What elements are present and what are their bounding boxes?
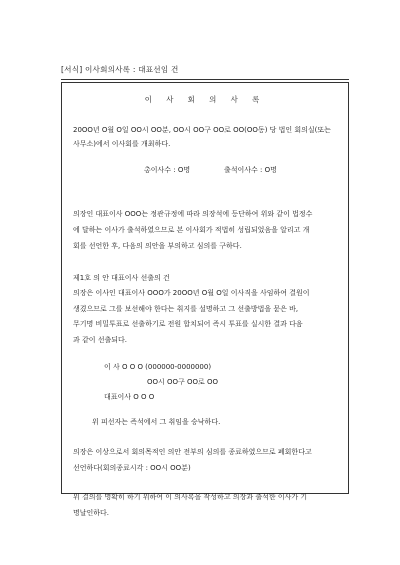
intro-line-1: 20OO년 O월 O일 OO시 OO분, OO시 OO구 OO로 OO(OO동) 당 법인 회의실(또는 [73, 126, 331, 134]
document-title: 이 사 회 의 사 록 [144, 95, 266, 104]
agenda-line-3: 무기명 비밀투표로 선출하기로 전원 합치되어 즉시 투표를 실시한 결과 다음 [73, 320, 303, 328]
final-line-1: 위 결의를 명확히 하기 위하여 이 의사록을 작성하고 의장과 출석한 이사가 기 [73, 493, 308, 501]
agenda-heading: 제1호 의 안 대표이사 선출의 건 [73, 274, 170, 282]
present-directors: 출석이사수 : O명 [224, 166, 277, 174]
intro-line-2: 사무소)에서 이사회를 개최하다. [73, 140, 171, 148]
final-line-2: 명날인하다. [73, 509, 110, 517]
closing-line-2: 선언하다(회의종료시각 : OO시 OO분) [73, 464, 191, 472]
agenda-line-1: 의장은 이사인 대표이사 OOO가 20OO년 O월 O일 이사직을 사임하여 결원이 [73, 289, 310, 297]
opening-line-3: 회를 선언한 후, 다음의 의안을 부의하고 심의를 구하다. [73, 242, 242, 250]
director-row: 이 사 O O O (000000-0000000) [104, 363, 212, 371]
address-row: OO시 OO구 OO로 OO [147, 378, 219, 386]
agenda-line-2: 생겼으므로 그를 보선해야 한다는 취지를 설명하고 그 선출방법을 묻은 바, [73, 305, 299, 313]
opening-line-1: 의장인 대표이사 OOO는 정관규정에 따라 의장석에 등단하여 위와 같이 법정수 [73, 210, 313, 218]
total-directors: 총이사수 : O명 [144, 166, 191, 174]
title-rule [61, 79, 349, 80]
form-label: [서식] 이사회의사록 : 대표선임 건 [61, 65, 179, 74]
minutes-box [61, 82, 349, 517]
opening-line-2: 에 달하는 이사가 출석하였으므로 본 이사회가 적법히 성립되었음을 알리고 개 [73, 226, 310, 234]
acceptance-line: 위 피선자는 즉석에서 그 취임을 승낙하다. [92, 418, 221, 426]
closing-line-1: 의장은 이상으로서 회의목적인 의안 전부의 심의를 종료하였으므로 폐회한다고 [73, 448, 312, 456]
agenda-line-4: 과 같이 선출되다. [73, 336, 128, 344]
representative-row: 대표이사 O O O [104, 393, 155, 401]
